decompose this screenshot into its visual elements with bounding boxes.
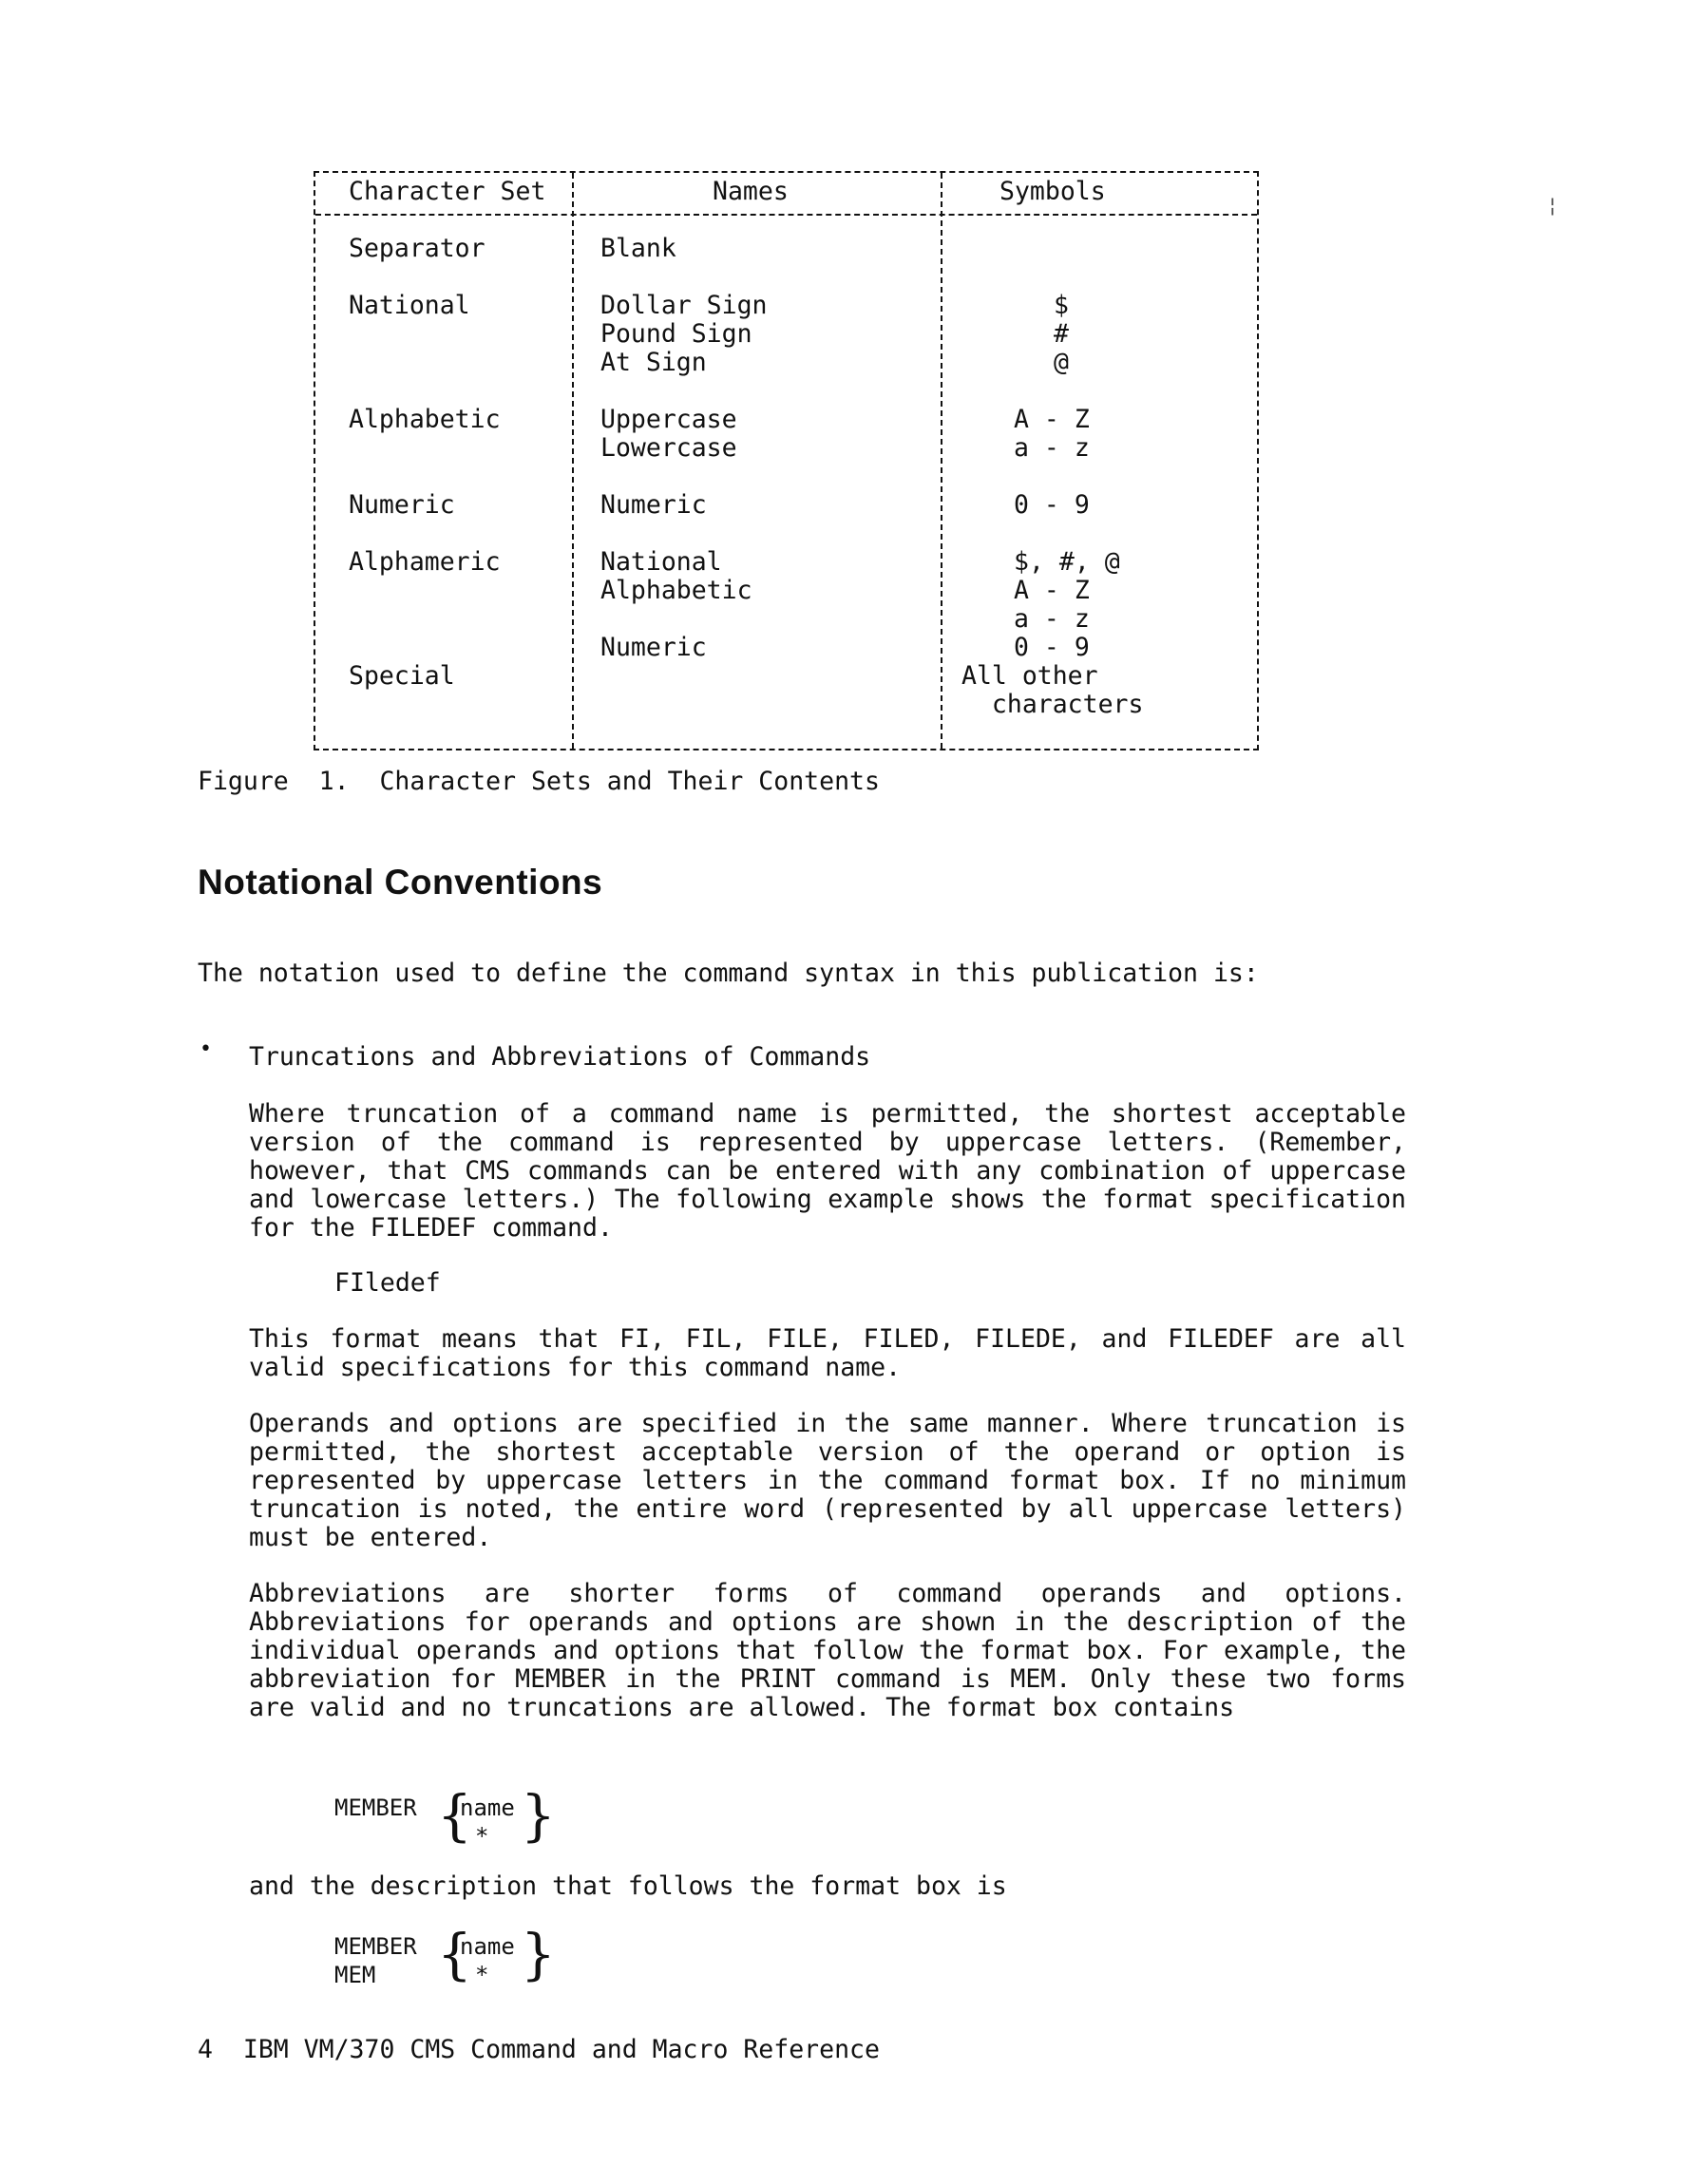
close-brace-icon: } [521, 1783, 556, 1848]
table-header-divider [315, 214, 1257, 216]
description-intro-paragraph: and the description that follows the format box is [249, 1871, 1007, 1901]
table-row-symbols: A - Z a - z [1014, 405, 1090, 463]
table-row-symbols: 0 - 9 [1014, 490, 1090, 520]
margin-mark: ¦ [1547, 194, 1559, 217]
table-row-names: National Alphabetic Numeric [600, 547, 752, 662]
open-brace-icon: { [437, 1783, 472, 1848]
page-footer: 4 IBM VM/370 CMS Command and Macro Reference [198, 2035, 880, 2064]
syntax-option: * [475, 1823, 489, 1850]
table-row-names: Uppercase Lowercase [600, 405, 737, 463]
table-row-set: Alphabetic [349, 405, 501, 434]
table-row-names: Dollar Sign Pound Sign At Sign [600, 291, 768, 377]
operands-paragraph: Operands and options are specified in the same manner. Where truncation is permitted, the shortest acceptable version of the operand or option is represented by uppercase letters in the command format box. If no minimum truncation is noted, the entire word (represented by all uppercase letters) must be entered. [249, 1409, 1406, 1552]
table-header-character-set: Character Set [349, 177, 546, 206]
syntax-keyword: MEMBER [334, 1933, 417, 1960]
table-column-divider [941, 173, 942, 749]
syntax-keyword-abbreviation: MEM [334, 1962, 376, 1988]
table-row-set: Alphameric [349, 547, 501, 577]
syntax-option: * [475, 1962, 489, 1988]
syntax-option: name [460, 1795, 515, 1821]
description-syntax [334, 1922, 581, 1995]
bullet-title: Truncations and Abbreviations of Commands [249, 1042, 871, 1072]
syntax-option: name [460, 1933, 515, 1960]
table-column-divider [572, 173, 574, 749]
filedef-example: FIledef [334, 1268, 441, 1298]
table-row-symbols: $ # @ [1054, 291, 1069, 377]
bullet-icon: • [200, 1037, 212, 1061]
table-header-names: Names [713, 177, 789, 206]
table-row-set: Numeric [349, 490, 455, 520]
table-row-set: National [349, 291, 470, 320]
table-row-set: Special [349, 661, 455, 691]
open-brace-icon: { [437, 1922, 472, 1986]
filedef-explanation-paragraph: This format means that FI, FIL, FILE, FILED, FILEDE, and FILEDEF are all valid specifications for this command name. [249, 1324, 1406, 1382]
table-header-symbols: Symbols [999, 177, 1106, 206]
table-row-symbols: $, #, @ A - Z a - z 0 - 9 [1014, 547, 1120, 662]
table-row-names: Blank [600, 234, 676, 263]
table-row-symbols: All other characters [961, 661, 1144, 719]
format-box-syntax [334, 1783, 581, 1856]
character-set-table [314, 171, 1259, 750]
intro-paragraph: The notation used to define the command syntax in this publication is: [198, 959, 1259, 988]
section-heading: Notational Conventions [198, 863, 603, 902]
syntax-keyword: MEMBER [334, 1795, 417, 1821]
abbreviations-paragraph: Abbreviations are shorter forms of command operands and options. Abbreviations for operands and options are shown in the description of the individual operands and options that follow the format box. For example, the abbreviation for MEMBER in the PRINT command is MEM. Only these two forms are valid and no truncations are allowed. The format box contains [249, 1579, 1406, 1722]
figure-caption: Figure 1. Character Sets and Their Contents [198, 767, 880, 796]
table-row-set: Separator [349, 234, 485, 263]
close-brace-icon: } [521, 1922, 556, 1986]
truncation-paragraph: Where truncation of a command name is permitted, the shortest acceptable version of the command is represented by uppercase letters. (Remember, however, that CMS commands can be entered with any combination of uppercase and lowercase letters.) The following example shows the format specification for the FILEDEF command. [249, 1099, 1406, 1243]
table-row-names: Numeric [600, 490, 707, 520]
